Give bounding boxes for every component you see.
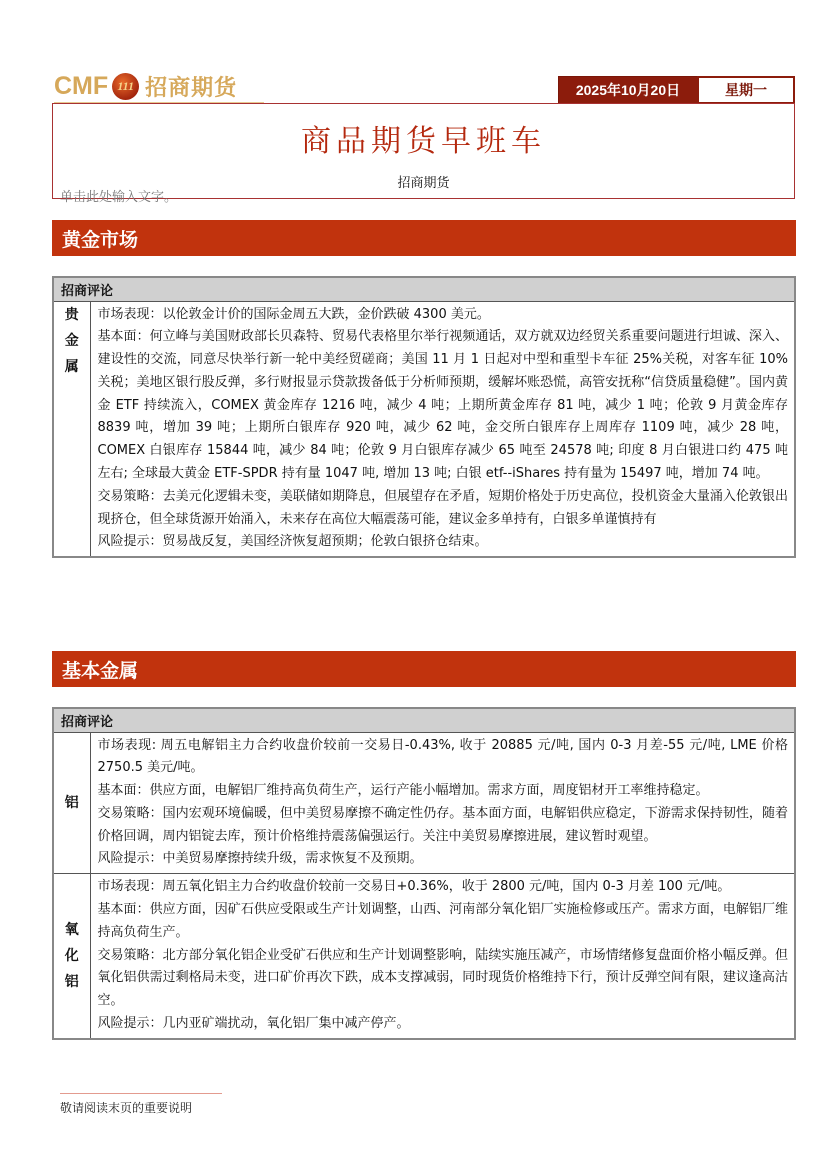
report-weekday: 星期一	[697, 76, 795, 104]
fundamentals: 基本面：供应方面，电解铝厂维持高负荷生产，运行产能小幅增加。需求方面，周度铝材开工率维持稳定。	[97, 783, 709, 799]
label-char: 氧	[64, 922, 79, 939]
row-content	[90, 874, 795, 1039]
logo-chinese-name: 招商期货	[145, 74, 238, 101]
table-header: 招商评论	[53, 277, 795, 301]
table-row	[53, 301, 795, 557]
title-frame	[52, 103, 795, 199]
market-performance: 市场表现：以伦敦金计价的国际金周五大跌，金价跌破 4300 美元。	[97, 306, 490, 322]
logo-badge-icon: 111	[112, 73, 139, 100]
page-subtitle: 招商期货	[397, 176, 450, 191]
company-logo	[54, 70, 237, 102]
table-row	[53, 874, 795, 1039]
market-performance: 市场表现: 周五电解铝主力合约收盘价较前一交易日-0.43%, 收于 20885 元/吨, 国内 0-3 月差-55 元/吨, LME 价格 2750.5 美元/吨。	[97, 737, 788, 776]
label-char: 贵	[64, 306, 79, 323]
risk-warning: 风险提示：中美贸易摩擦持续升级，需求恢复不及预期。	[97, 851, 423, 867]
section-header-gold: 黄金市场	[52, 220, 796, 256]
footer-divider	[60, 1093, 222, 1094]
report-date: 2025年10月20日	[558, 76, 698, 104]
risk-warning: 风险提示：几内亚矿端扰动，氧化铝厂集中减产停产。	[97, 1016, 410, 1032]
trading-strategy: 交易策略：去美元化逻辑未变，美联储如期降息，但展望存在矛盾，短期价格处于历史高位，投机资金大量涌入伦敦银出现挤仓，但全球货源开始涌入，未来存在高位大幅震荡可能，建议金多单持有，白银多单谨慎持有	[97, 488, 788, 527]
row-label-alumina	[53, 874, 90, 1039]
risk-warning: 风险提示：贸易战反复，美国经济恢复超预期；伦敦白银挤仓结束。	[97, 534, 488, 550]
label-char: 金	[64, 332, 79, 349]
label-char: 铝	[64, 974, 79, 991]
section-header-base-metals: 基本金属	[52, 651, 796, 687]
table-header: 招商评论	[53, 708, 795, 732]
table-row	[53, 732, 795, 874]
comment-table-base-metals	[52, 707, 796, 1040]
footer-disclaimer-note: 敬请阅读末页的重要说明	[60, 1101, 193, 1115]
comment-table-gold	[52, 276, 796, 558]
row-content	[90, 301, 795, 557]
logo-cmf-text: CMF	[54, 71, 109, 100]
label-char: 属	[64, 358, 79, 375]
trading-strategy: 交易策略：北方部分氧化铝企业受矿石供应和生产计划调整影响，陆续实施压减产，市场情绪修复盘面价格小幅反弹。但氧化铝供需过剩格局未变，进口矿价再次下跌，成本支撑减弱，同时现货价格维持下行，预计反弹空间有限，建议逢高沽空。	[97, 947, 788, 1009]
trading-strategy: 交易策略：国内宏观环境偏暖，但中美贸易摩擦不确定性仍存。基本面方面，电解铝供应稳定，下游需求保持韧性，随着价格回调，周内铝锭去库，预计价格维持震荡偏强运行。关注中美贸易摩擦进展，建议暂时观望。	[97, 805, 788, 844]
row-label-precious-metals	[53, 301, 90, 557]
market-performance: 市场表现：周五氧化铝主力合约收盘价较前一交易日+0.36%，收于 2800 元/吨，国内 0-3 月差 100 元/吨。	[97, 879, 731, 895]
label-char: 化	[64, 948, 79, 965]
text-placeholder-field[interactable]: 单击此处输入文字。	[60, 190, 178, 205]
row-content	[90, 732, 795, 874]
fundamentals: 基本面：何立峰与美国财政部长贝森特、贸易代表格里尔举行视频通话，双方就双边经贸关系重要问题进行坦诚、深入、建设性的交流，同意尽快举行新一轮中美经贸磋商；美国 11 月 1 日起对中型和重型卡车征 25%关税，对客车征 10%关税；美地区银行股反弹，多行财报显示贷款拨备低于分析师预期，缓解坏账恐慌，高管安抚称“信贷质量稳健”。国内黄金 ETF 持续流入，COMEX 黄金库存 1216 吨，减少 4 吨；上期所黄金库存 81 吨，减少 1 吨；伦敦 9 月黄金库存 8839 吨，增加 39 吨；上期所白银库存 920 吨，减少 62 吨，金交所白银库存上周库存 1109 吨，减少 28 吨，COMEX 白银库存 15844 吨，减少 84 吨；伦敦 9 月白银库存减少 65 吨至 24578 吨; 印度 8 月白银进口约 475 吨左右; 全球最大黄金 ETF-SPDR 持有量 1047 吨, 增加 13 吨; 白银 etf--iShares 持有量为 15497 吨，增加 74 吨。	[97, 329, 788, 482]
row-label-aluminum	[53, 732, 90, 874]
fundamentals: 基本面：供应方面，因矿石供应受限或生产计划调整，山西、河南部分氧化铝厂实施检修或压产。需求方面，电解铝厂维持高负荷生产。	[97, 902, 788, 940]
label-char: 铝	[64, 794, 79, 811]
page-title: 商品期货早班车	[301, 124, 546, 159]
